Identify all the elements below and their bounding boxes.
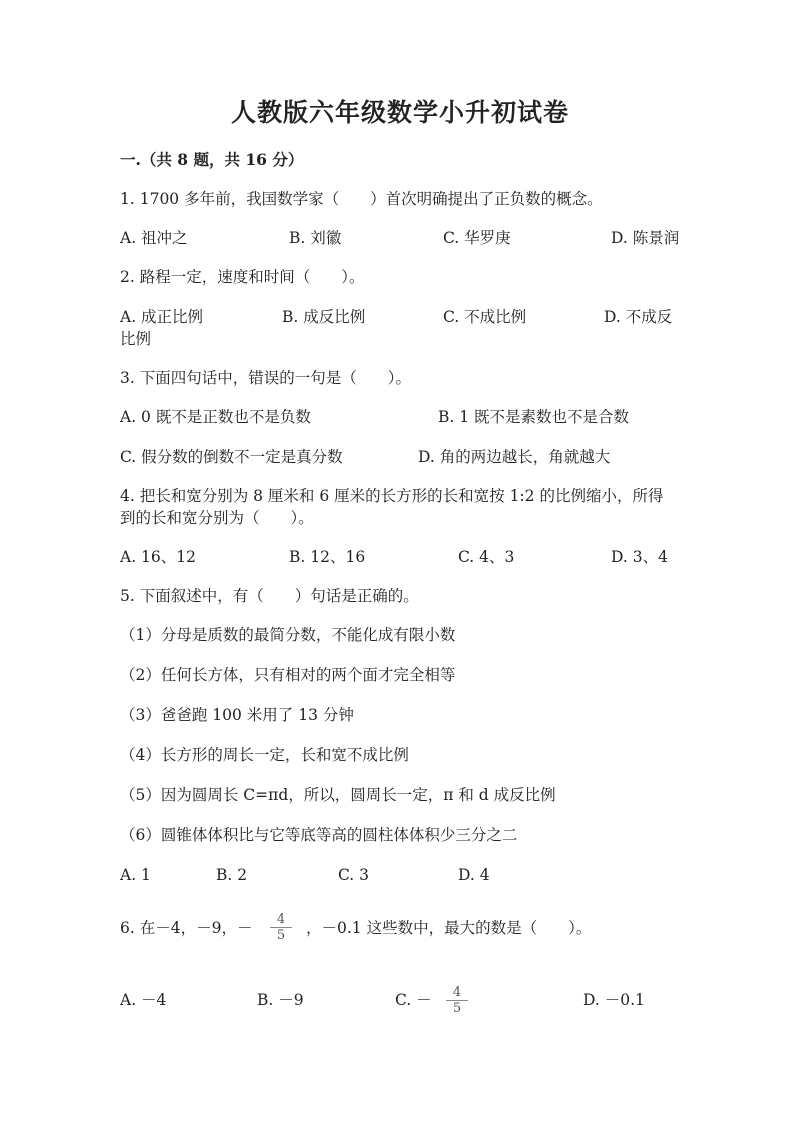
question-5-statement-1: （1）分母是质数的最简分数，不能化成有限小数 [120,626,456,644]
question-1-option-d: D. 陈景润 [611,229,680,247]
question-5-option-b: B. 2 [216,866,248,884]
question-5-option-d: D. 4 [458,866,490,884]
question-5-stem: 5. 下面叙述中，有（ ）句话是正确的。 [120,587,419,605]
question-1-stem: 1. 1700 多年前，我国数学家（ ）首次明确提出了正负数的概念。 [120,190,603,208]
question-2-option-d: D. 不成反 [604,308,673,326]
fraction-numerator: 4 [452,985,462,1000]
question-5-option-a: A. 1 [120,866,151,884]
question-2-option-d-wrap: 比例 [120,330,152,348]
question-3-option-a: A. 0 既不是正数也不是负数 [120,408,311,426]
question-6-option-d: D. －0.1 [583,991,645,1009]
question-5-option-c: C. 3 [338,866,370,884]
fraction-denominator: 5 [270,927,292,943]
question-5-statement-3: （3）爸爸跑 100 米用了 13 分钟 [120,706,354,724]
question-1-option-b: B. 刘徽 [289,229,342,247]
question-6-stem-fraction [270,912,292,943]
question-4-option-a: A. 16、12 [120,548,196,566]
question-3-option-b: B. 1 既不是素数也不是合数 [438,408,630,426]
question-5-statement-5: （5）因为圆周长 C=πd，所以，圆周长一定，π 和 d 成反比例 [120,786,556,804]
question-3-option-c: C. 假分数的倒数不一定是真分数 [120,448,343,466]
question-2-stem: 2. 路程一定，速度和时间（ ）。 [120,268,365,286]
section-heading: 一.（共 8 题，共 16 分） [120,150,304,169]
question-1-option-a: A. 祖冲之 [120,229,188,247]
question-6-option-c: C. － [395,991,432,1009]
question-4-stem-line-1: 4. 把长和宽分别为 8 厘米和 6 厘米的长方形的长和宽按 1:2 的比例缩小，所得 [120,487,664,505]
question-6-option-b: B. －9 [257,991,304,1009]
question-4-stem-line-2: 到的长和宽分别为（ ）。 [120,509,314,527]
question-5-statement-6: （6）圆锥体体积比与它等底等高的圆柱体体积少三分之二 [120,826,518,844]
question-6-stem-part-1: 6. 在－4，－9，－ [120,919,253,937]
question-6-option-c-fraction [446,985,468,1016]
page-title: 人教版六年级数学小升初试卷 [230,98,569,127]
question-6-stem-part-2: ，－0.1 这些数中，最大的数是（ ）。 [306,919,592,937]
question-2-option-c: C. 不成比例 [443,308,527,326]
question-5-statement-2: （2）任何长方体，只有相对的两个面才完全相等 [120,666,456,684]
question-3-option-d: D. 角的两边越长，角就越大 [418,448,611,466]
question-4-option-d: D. 3、4 [611,548,668,566]
question-2-option-a: A. 成正比例 [120,308,204,326]
question-4-option-c: C. 4、3 [458,548,515,566]
question-2-option-b: B. 成反比例 [282,308,366,326]
fraction-numerator: 4 [276,912,286,927]
fraction-denominator: 5 [446,1000,468,1016]
question-4-option-b: B. 12、16 [289,548,366,566]
question-5-statement-4: （4）长方形的周长一定，长和宽不成比例 [120,746,409,764]
question-6-option-a: A. －4 [120,991,167,1009]
question-3-stem: 3. 下面四句话中，错误的一句是（ ）。 [120,369,411,387]
question-1-option-c: C. 华罗庚 [443,229,511,247]
